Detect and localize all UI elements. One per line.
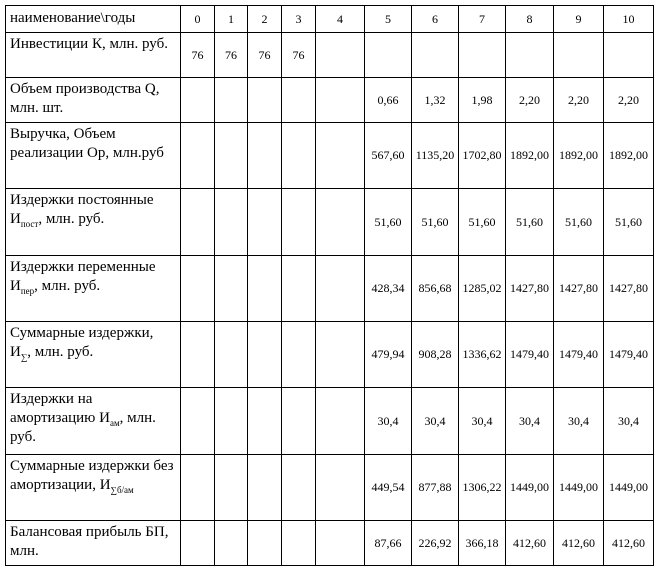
table-row <box>6 123 654 189</box>
value-cell <box>248 256 282 322</box>
table-row <box>6 388 654 455</box>
investment-table <box>5 5 654 566</box>
row-name-cell <box>6 189 181 256</box>
value-cell: 1702,80 <box>459 123 506 189</box>
value-cell <box>181 521 215 566</box>
header-year-cell: 7 <box>459 6 506 33</box>
value-cell <box>316 189 365 256</box>
value-cell <box>316 256 365 322</box>
value-cell: 87,66 <box>365 521 412 566</box>
value-cell <box>316 322 365 388</box>
row-name-text: Суммарные издержки, И <box>10 325 154 360</box>
row-name-cell <box>6 322 181 388</box>
table-row <box>6 78 654 123</box>
value-cell <box>248 455 282 521</box>
header-year-cell: 1 <box>215 6 248 33</box>
value-cell <box>316 123 365 189</box>
value-cell <box>459 33 506 78</box>
value-cell: 366,18 <box>459 521 506 566</box>
value-cell <box>181 123 215 189</box>
row-name-text: Балансовая прибыль БП, млн. <box>10 524 169 559</box>
value-cell <box>282 78 316 123</box>
header-year-cell: 0 <box>181 6 215 33</box>
value-cell: 30,4 <box>506 388 554 455</box>
value-cell <box>282 123 316 189</box>
value-cell <box>248 322 282 388</box>
value-cell <box>215 388 248 455</box>
value-cell: 0,66 <box>365 78 412 123</box>
value-cell: 1449,00 <box>506 455 554 521</box>
value-cell <box>604 33 654 78</box>
value-cell: 1479,40 <box>604 322 654 388</box>
value-cell: 51,60 <box>604 189 654 256</box>
value-cell: 30,4 <box>365 388 412 455</box>
row-name-text: Инвестиции К, млн. руб. <box>10 36 168 52</box>
header-year-cell: 8 <box>506 6 554 33</box>
header-year-cell: 5 <box>365 6 412 33</box>
value-cell <box>248 388 282 455</box>
value-cell: 1427,80 <box>506 256 554 322</box>
value-cell <box>181 256 215 322</box>
value-cell <box>282 322 316 388</box>
value-cell <box>506 33 554 78</box>
value-cell: 1892,00 <box>554 123 604 189</box>
value-cell: 1306,22 <box>459 455 506 521</box>
value-cell <box>215 78 248 123</box>
row-name-subscript: ам <box>109 418 120 428</box>
row-name-cell <box>6 388 181 455</box>
row-name-subscript: пер <box>20 286 35 296</box>
value-cell: 1336,62 <box>459 322 506 388</box>
value-cell: 1427,80 <box>554 256 604 322</box>
value-cell: 30,4 <box>604 388 654 455</box>
row-name-tail: , млн. руб. <box>34 278 101 294</box>
header-year-cell: 3 <box>282 6 316 33</box>
header-name-cell: наименование\годы <box>6 6 181 33</box>
header-year-cell: 2 <box>248 6 282 33</box>
value-cell: 479,94 <box>365 322 412 388</box>
value-cell <box>316 455 365 521</box>
value-cell: 76 <box>282 33 316 78</box>
table-row <box>6 322 654 388</box>
value-cell <box>412 33 459 78</box>
row-name-subscript: ∑ <box>20 352 28 362</box>
value-cell: 76 <box>181 33 215 78</box>
row-name-subscript: ∑б/ам <box>110 485 134 495</box>
row-name-cell <box>6 455 181 521</box>
table-row <box>6 189 654 256</box>
value-cell <box>215 189 248 256</box>
value-cell: 30,4 <box>412 388 459 455</box>
value-cell: 30,4 <box>554 388 604 455</box>
value-cell <box>365 33 412 78</box>
value-cell <box>248 78 282 123</box>
row-name-cell <box>6 78 181 123</box>
table-row <box>6 521 654 566</box>
value-cell <box>316 388 365 455</box>
value-cell <box>181 78 215 123</box>
value-cell: 2,20 <box>506 78 554 123</box>
value-cell: 51,60 <box>554 189 604 256</box>
value-cell <box>248 189 282 256</box>
value-cell <box>215 322 248 388</box>
value-cell: 51,60 <box>506 189 554 256</box>
table-row <box>6 256 654 322</box>
value-cell <box>181 388 215 455</box>
value-cell: 1892,00 <box>604 123 654 189</box>
value-cell <box>316 78 365 123</box>
row-name-text: Суммарные издержки без амортизации, И <box>10 458 174 493</box>
value-cell: 76 <box>248 33 282 78</box>
header-row <box>6 6 654 33</box>
value-cell: 1285,02 <box>459 256 506 322</box>
value-cell <box>215 123 248 189</box>
row-name-tail: , млн. руб. <box>38 211 105 227</box>
value-cell: 76 <box>215 33 248 78</box>
value-cell: 412,60 <box>506 521 554 566</box>
value-cell: 567,60 <box>365 123 412 189</box>
value-cell <box>282 189 316 256</box>
value-cell: 449,54 <box>365 455 412 521</box>
row-name-text: Издержки постоянные И <box>10 192 154 227</box>
row-name-text: Издержки переменные И <box>10 259 156 294</box>
value-cell <box>215 256 248 322</box>
value-cell: 51,60 <box>365 189 412 256</box>
value-cell <box>282 388 316 455</box>
value-cell: 226,92 <box>412 521 459 566</box>
header-year-cell: 6 <box>412 6 459 33</box>
row-name-tail: , млн. руб. <box>10 410 156 445</box>
value-cell <box>316 521 365 566</box>
value-cell: 412,60 <box>604 521 654 566</box>
value-cell: 412,60 <box>554 521 604 566</box>
value-cell <box>215 455 248 521</box>
table-row <box>6 455 654 521</box>
value-cell: 908,28 <box>412 322 459 388</box>
row-name-cell <box>6 33 181 78</box>
value-cell: 1449,00 <box>604 455 654 521</box>
value-cell <box>215 521 248 566</box>
value-cell: 1135,20 <box>412 123 459 189</box>
value-cell <box>282 455 316 521</box>
value-cell <box>181 189 215 256</box>
value-cell: 1427,80 <box>604 256 654 322</box>
value-cell <box>181 455 215 521</box>
value-cell: 1479,40 <box>554 322 604 388</box>
header-year-cell: 4 <box>316 6 365 33</box>
row-name-text: Издержки на амортизацию И <box>10 391 110 426</box>
value-cell: 1,98 <box>459 78 506 123</box>
row-name-subscript: пост <box>20 219 39 229</box>
value-cell <box>282 256 316 322</box>
row-name-text: Объем производства Q, млн. шт. <box>10 81 160 116</box>
value-cell <box>248 521 282 566</box>
value-cell <box>248 123 282 189</box>
value-cell: 1892,00 <box>506 123 554 189</box>
value-cell: 856,68 <box>412 256 459 322</box>
value-cell <box>316 33 365 78</box>
row-name-tail: , млн. руб. <box>27 344 94 360</box>
value-cell: 1479,40 <box>506 322 554 388</box>
value-cell: 2,20 <box>554 78 604 123</box>
value-cell: 2,20 <box>604 78 654 123</box>
table-row <box>6 33 654 78</box>
value-cell: 30,4 <box>459 388 506 455</box>
value-cell <box>282 521 316 566</box>
row-name-cell <box>6 123 181 189</box>
value-cell: 1449,00 <box>554 455 604 521</box>
value-cell <box>554 33 604 78</box>
value-cell: 51,60 <box>412 189 459 256</box>
header-year-cell: 9 <box>554 6 604 33</box>
value-cell: 1,32 <box>412 78 459 123</box>
row-name-cell <box>6 521 181 566</box>
row-name-cell <box>6 256 181 322</box>
value-cell: 428,34 <box>365 256 412 322</box>
header-year-cell: 10 <box>604 6 654 33</box>
value-cell: 51,60 <box>459 189 506 256</box>
value-cell <box>181 322 215 388</box>
value-cell: 877,88 <box>412 455 459 521</box>
row-name-text: Выручка, Объем реализации Ор, млн.руб <box>10 126 164 161</box>
